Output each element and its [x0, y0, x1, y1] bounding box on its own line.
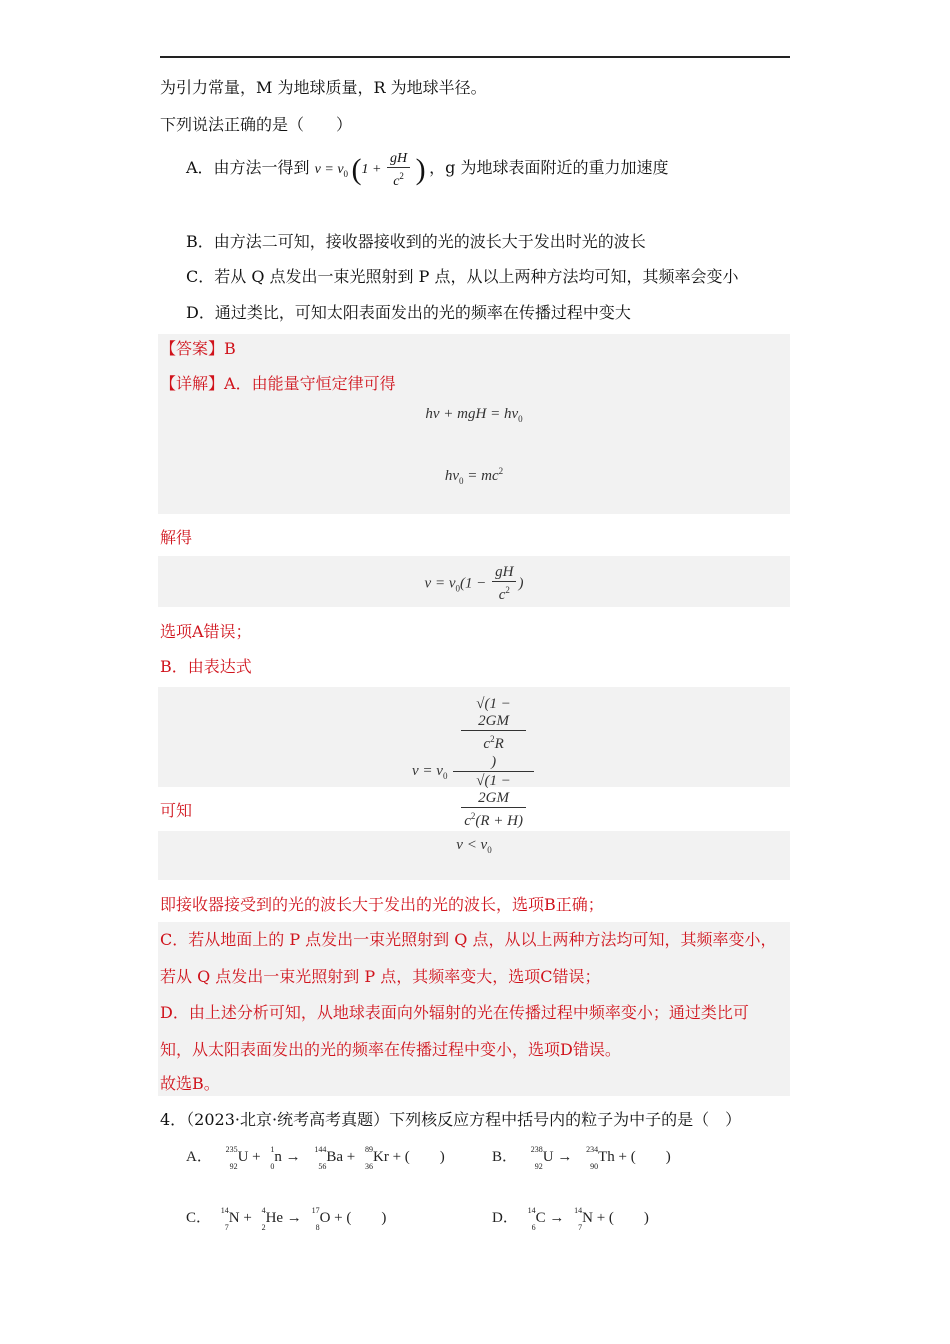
inequality-box — [158, 831, 790, 880]
b-intro: B．由表达式 — [160, 657, 252, 676]
problem-continuation: 为引力常量，M 为地球质量，R 为地球半径。 — [160, 78, 487, 97]
answer-line — [160, 338, 236, 360]
a-conclusion: 选项A错误； — [160, 622, 252, 641]
option-a-tail: ，g 为地球表面附近的重力加速度 — [429, 158, 669, 177]
mass-energy-equation: $h\nu_0 = mc^2$ — [444, 466, 504, 486]
solution-equation: $\nu = \nu_0(1$ − $\frac{gH}{c^2}$ ) — [424, 564, 524, 603]
option-d: D．通过类比，可知太阳表面发出的光的频率在传播过程中变大 — [186, 303, 631, 322]
problem4-option-b: B． 238 92 U → 234 90 Th + ( ) — [492, 1144, 671, 1171]
explanation-a-intro: 【详解】A．由能量守恒定律可得 — [160, 374, 396, 393]
answer-label: 【答案】 — [160, 339, 225, 358]
c-line1: C．若从地面上的 P 点发出一束光照射到 Q 点，从以上两种方法均可知，其频率变小， — [160, 930, 777, 949]
frequency-ratio-equation: $\nu = \nu_0$ √(1 − 2GM $c^2R$ ) √(1 − 2GM $c^2(R + H)$ — [158, 695, 790, 848]
option-b: B．由方法二可知，接收器接收到的光的波长大于发出时光的波长 — [186, 232, 646, 251]
problem4-option-d: D． 14 6 C → 14 7 N + ( ) — [492, 1205, 649, 1232]
final-choice: 故选B。 — [160, 1074, 220, 1093]
top-rule — [160, 56, 790, 58]
option-a — [186, 148, 668, 194]
energy-equation: hν + mgH = $h\nu_0$ — [425, 406, 523, 424]
c-line2: 若从 Q 点发出一束光照射到 P 点，其频率变大，选项C错误； — [160, 967, 601, 986]
problem4-option-a: A． 235 92 U + 1 0 n → 144 56 Ba + 89 36 Kr + ( ) — [186, 1144, 445, 1171]
solution-box — [158, 556, 790, 607]
solve-label: 解得 — [160, 528, 193, 547]
problem4-option-c: C． 14 7 N + 4 2 He → 17 8 O + ( ) — [186, 1205, 387, 1232]
d-line2: 知，从太阳表面发出的光的频率在传播过程中变小，选项D错误。 — [160, 1040, 621, 1059]
b-conclusion: 即接收器接受到的光的波长大于发出的光的波长，选项B正确； — [160, 895, 604, 914]
know-label: 可知 — [160, 801, 193, 820]
option-a-label: A．由方法一得到 — [186, 158, 310, 177]
d-line1: D．由上述分析可知，从地球表面向外辐射的光在传播过程中频率变小；通过类比可 — [160, 1003, 749, 1022]
problem-stem: 下列说法正确的是（ ） — [160, 115, 353, 134]
inequality-equation: $\nu < \nu_0$ — [456, 837, 492, 855]
answer-value: B — [224, 339, 236, 358]
option-c: C．若从 Q 点发出一束光照射到 P 点，从以上两种方法均可知，其频率会变小 — [186, 267, 739, 286]
explanation-label: 【详解】 — [160, 374, 225, 393]
answer-box — [158, 334, 790, 514]
problem4-stem: 4．（2023·北京·统考高考真题）下列核反应方程中括号内的粒子为中子的是（ ） — [160, 1110, 742, 1129]
option-a-formula: $\nu = \nu_0$ (1 + $\frac{gH}{c^2}$ ) — [314, 150, 426, 189]
